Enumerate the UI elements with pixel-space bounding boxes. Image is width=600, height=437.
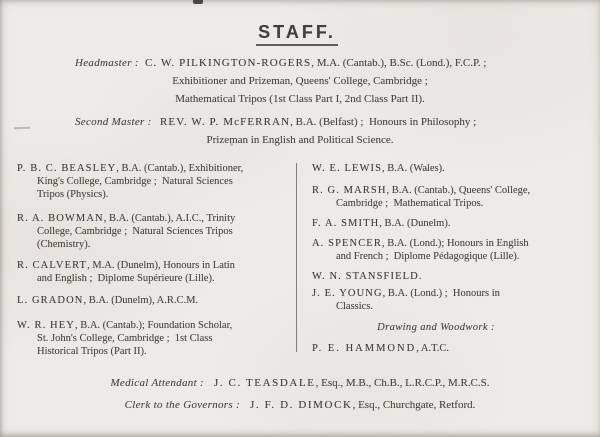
staff-detail: (Chemistry). [37, 239, 91, 250]
staff-credentials: , A.T.C. [416, 343, 449, 354]
staff-entry [312, 270, 594, 283]
clerk-governors-name: J. F. D. DIMOCK [249, 399, 353, 411]
staff-entry [312, 342, 594, 355]
staff-name: P. E. HAMMOND [312, 343, 417, 354]
staff-detail: and French ; Diplome Pédagogique (Lille). [336, 251, 520, 262]
clerk-governors-credentials: , Esq., Churchgate, Retford. [352, 399, 476, 411]
staff-credentials: , B.A. (Cantab.), A.I.C., Trinity [103, 213, 236, 224]
page-title [0, 22, 594, 43]
staff-name: P. B. C. BEASLEY [17, 163, 117, 174]
staff-detail: Historical Tripos (Part II). [37, 346, 147, 357]
drawing-woodwork-heading: Drawing and Woodwork : [377, 322, 495, 333]
staff-credentials: , B.A. (Lond.); Honours in English [381, 238, 529, 249]
staff-credentials: , B.A. (Cantab.), Exhibitioner, [116, 163, 244, 174]
staff-column-left [17, 162, 295, 367]
staff-column-right [312, 162, 594, 364]
clerk-governors-label: Clerk to the Governors : [124, 399, 240, 411]
staff-name: W. N. STANSFIELD [312, 271, 419, 282]
medical-attendant-label: Medical Attendant : [110, 377, 204, 389]
medical-attendant-credentials: , Esq., M.B., Ch.B., L.R.C.P., M.R.C.S. [315, 377, 490, 389]
medical-attendant-row [0, 376, 600, 390]
headmaster-detail: Exhibitioner and Prizeman, Queens' College, Cambridge ; [172, 75, 428, 87]
second-master-section [0, 113, 600, 149]
staff-credentials: , B.A. (Dunelm). [379, 218, 451, 229]
staff-credentials: , M.A. (Dunelm), Honours in Latin [87, 260, 235, 271]
staff-detail: and English ; Diplome Supérieure (Lille). [37, 273, 215, 284]
second-master-label: Second Master : [75, 116, 152, 128]
second-master-name: REV. W. P. McFERRAN [160, 116, 291, 128]
staff-entry [17, 319, 295, 358]
staff-entry [312, 184, 594, 210]
headmaster-name: C. W. PILKINGTON-ROGERS [145, 57, 312, 69]
headmaster-line [0, 54, 600, 72]
staff-name: W. R. HEY [17, 320, 75, 331]
staff-entry [312, 162, 594, 175]
second-master-detail: Prizeman in English and Political Science. [206, 134, 394, 146]
headmaster-label: Headmaster : [75, 57, 139, 69]
scan-artifact [193, 0, 203, 4]
staff-entry [17, 212, 295, 251]
second-master-line [0, 113, 600, 131]
staff-name: R. G. MARSH [312, 185, 387, 196]
staff-detail: Classics. [336, 301, 374, 312]
clerk-governors-row [0, 398, 600, 412]
headmaster-credentials: , M.A. (Cantab.), B.Sc. (Lond.), F.C.P. ; [311, 57, 487, 69]
staff-name: L. GRADON [17, 295, 84, 306]
column-divider [296, 163, 297, 352]
staff-credentials: , B.A. (Lond.) ; Honours in [382, 288, 500, 299]
staff-name: R. CALVERT [17, 260, 88, 271]
staff-entry [312, 237, 594, 263]
staff-credentials: , B.A. (Wales). [382, 163, 445, 174]
staff-name: F. A. SMITH [312, 218, 380, 229]
staff-detail: St. John's College, Cambridge ; 1st Class [37, 333, 213, 344]
staff-entry [312, 217, 594, 230]
footer-section [0, 376, 600, 420]
second-master-credentials: , B.A. (Belfast) ; Honours in Philosophy ; [290, 116, 477, 128]
staff-name: J. E. YOUNG [312, 288, 383, 299]
staff-entry [17, 294, 295, 307]
headmaster-section [0, 54, 600, 108]
page-title-text: STAFF. [256, 22, 338, 46]
staff-entry [17, 259, 295, 285]
staff-name: A. SPENCER [312, 238, 382, 249]
staff-name: W. E. LEWIS [312, 163, 383, 174]
staff-credentials: , B.A. (Cantab.), Queens' College, [386, 185, 531, 196]
staff-credentials: , B.A. (Cantab.); Foundation Scholar, [74, 320, 233, 331]
staff-credentials: . [418, 271, 422, 282]
staff-entry [17, 162, 295, 201]
staff-detail: College, Cambridge ; Natural Sciences Tripos [37, 226, 233, 237]
staff-detail: Tripos (Physics). [37, 189, 109, 200]
headmaster-detail: Mathematical Tripos (1st Class Part I, 2nd Class Part II). [175, 93, 425, 105]
staff-credentials: , B.A. (Dunelm), A.R.C.M. [83, 295, 199, 306]
staff-detail: Cambridge ; Mathematical Tripos. [336, 198, 484, 209]
staff-entry [312, 287, 594, 313]
medical-attendant-name: J. C. TEASDALE [213, 377, 316, 389]
staff-name: R. A. BOWMAN [17, 213, 104, 224]
staff-detail: King's College, Cambridge ; Natural Sciences [37, 176, 233, 187]
